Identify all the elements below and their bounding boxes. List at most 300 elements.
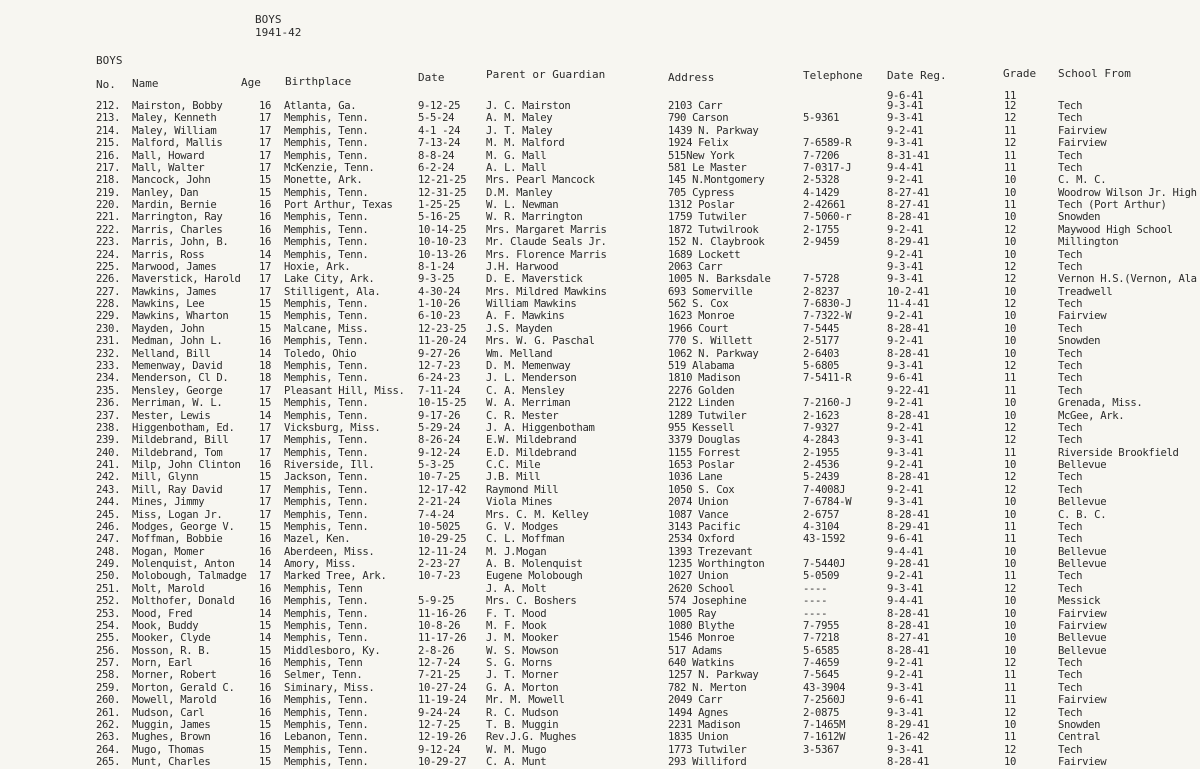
cell-telephone: 5-6805 bbox=[803, 359, 840, 372]
cell-telephone: 2-1955 bbox=[803, 446, 840, 459]
cell-date-reg: 9-3-41 bbox=[887, 496, 924, 509]
cell-school: Tech bbox=[1058, 112, 1083, 125]
table-row bbox=[0, 533, 1200, 545]
cell-address: 1005 Ray bbox=[668, 607, 717, 620]
cell-no: 218. bbox=[96, 174, 121, 187]
cell-date: 12-21-25 bbox=[418, 174, 467, 187]
cell-grade: 10 bbox=[1004, 347, 1017, 360]
cell-date: 12-7-23 bbox=[418, 359, 461, 372]
cell-date-reg: 9-2-41 bbox=[887, 310, 924, 323]
cell-school: Tech bbox=[1058, 372, 1083, 385]
cell-address: 1050 S. Cox bbox=[668, 483, 735, 496]
table-row bbox=[0, 224, 1200, 236]
cell-address: 1835 Union bbox=[668, 731, 729, 744]
cell-name: Mester, Lewis bbox=[132, 409, 211, 422]
header-date: Date bbox=[418, 71, 445, 84]
cell-name: Miss, Logan Jr. bbox=[132, 508, 223, 521]
cell-age: 15 bbox=[259, 619, 272, 632]
cell-age: 16 bbox=[259, 681, 272, 694]
cell-address: 293 Williford bbox=[668, 756, 747, 769]
cell-birthplace: Mazel, Ken. bbox=[284, 533, 351, 546]
cell-telephone: ---- bbox=[803, 595, 828, 608]
cell-parent: Wm. Melland bbox=[486, 347, 553, 360]
cell-date-reg: 9-3-41 bbox=[887, 112, 924, 125]
cell-birthplace: Malcane, Miss. bbox=[284, 322, 369, 335]
cell-age: 18 bbox=[259, 359, 272, 372]
cell-no: 261. bbox=[96, 706, 121, 719]
cell-date-reg: 9-2-41 bbox=[887, 669, 924, 682]
cell-date-reg: 10-2-41 bbox=[887, 285, 930, 298]
cell-no: 260. bbox=[96, 694, 121, 707]
cell-grade: 12 bbox=[1004, 471, 1017, 484]
cell-grade: 10 bbox=[1004, 595, 1017, 608]
cell-date: 4-1 -24 bbox=[418, 124, 461, 137]
header-no: No. bbox=[96, 78, 116, 91]
table-row bbox=[0, 236, 1200, 248]
cell-address: 1155 Forrest bbox=[668, 446, 741, 459]
cell-parent: Mrs. C. Boshers bbox=[486, 595, 577, 608]
cell-parent: William Mawkins bbox=[486, 298, 577, 311]
cell-address: 145 N.Montgomery bbox=[668, 174, 765, 187]
cell-name: Mughes, Brown bbox=[132, 731, 211, 744]
cell-school: Tech bbox=[1058, 100, 1083, 112]
cell-parent: Mrs. W. G. Paschal bbox=[486, 335, 595, 348]
cell-school: Tech bbox=[1058, 384, 1083, 397]
cell-school: Maywood High School bbox=[1058, 223, 1173, 236]
cell-name: Molenquist, Anton bbox=[132, 558, 235, 571]
cell-date: 11-19-24 bbox=[418, 694, 467, 707]
table-row bbox=[0, 385, 1200, 397]
cell-parent: W. A. Merriman bbox=[486, 397, 571, 410]
cell-address: 574 Josephine bbox=[668, 595, 747, 608]
cell-age: 17 bbox=[259, 496, 272, 509]
cell-parent: C. A. Munt bbox=[486, 756, 547, 769]
cell-no: 246. bbox=[96, 520, 121, 533]
cell-telephone: 3-5367 bbox=[803, 743, 840, 756]
cell-name: Mall, Howard bbox=[132, 149, 205, 162]
table-row bbox=[0, 595, 1200, 607]
cell-address: 1005 N. Barksdale bbox=[668, 273, 771, 286]
cell-date-reg: 9-28-41 bbox=[887, 558, 930, 571]
cell-school: Bellevue bbox=[1058, 545, 1107, 558]
cell-no: 259. bbox=[96, 681, 121, 694]
cell-date-reg: 9-2-41 bbox=[887, 397, 924, 410]
cell-date-reg: 9-2-41 bbox=[887, 248, 924, 261]
cell-no: 227. bbox=[96, 285, 121, 298]
table-row bbox=[0, 459, 1200, 471]
cell-birthplace: Memphis, Tenn. bbox=[284, 112, 369, 125]
cell-date: 7-13-24 bbox=[418, 137, 461, 150]
cell-school: Tech bbox=[1058, 260, 1083, 273]
cell-name: Manley, Dan bbox=[132, 186, 199, 199]
header-grade: Grade bbox=[1003, 67, 1037, 80]
cell-age: 16 bbox=[259, 706, 272, 719]
cell-telephone: 7-5411-R bbox=[803, 372, 852, 385]
cell-birthplace: Memphis, Tenn. bbox=[284, 694, 369, 707]
cell-address: 1546 Monroe bbox=[668, 632, 735, 645]
cell-no: 252. bbox=[96, 595, 121, 608]
cell-grade: 10 bbox=[1004, 186, 1017, 199]
cell-date: 8-1-24 bbox=[418, 260, 455, 273]
cell-grade: 10 bbox=[1004, 496, 1017, 509]
cell-address: 1080 Blythe bbox=[668, 619, 735, 632]
cell-grade: 10 bbox=[1004, 397, 1017, 410]
cell-telephone: 2-4536 bbox=[803, 459, 840, 472]
cell-birthplace: Memphis, Tenn. bbox=[284, 248, 369, 261]
cell-grade: 12 bbox=[1004, 137, 1017, 150]
cell-school: Tech bbox=[1058, 421, 1083, 434]
cell-telephone: 7-1465M bbox=[803, 719, 846, 731]
cell-address: 1027 Union bbox=[668, 570, 729, 583]
cell-age: 15 bbox=[259, 298, 272, 311]
cell-telephone: 4-2843 bbox=[803, 434, 840, 447]
cell-parent: J.S. Mayden bbox=[486, 322, 553, 335]
cell-school: Tech bbox=[1058, 434, 1083, 447]
cell-grade: 10 bbox=[1004, 248, 1017, 261]
cell-telephone: 7-6784-W bbox=[803, 496, 852, 509]
cell-parent: Mr. Claude Seals Jr. bbox=[486, 236, 607, 249]
cell-parent: D. E. Maverstick bbox=[486, 273, 583, 286]
table-row bbox=[0, 583, 1200, 595]
cell-school: Tech bbox=[1058, 347, 1083, 360]
cell-parent: W. S. Mowson bbox=[486, 644, 559, 657]
cell-school: Fairview bbox=[1058, 694, 1107, 707]
cell-birthplace: Amory, Miss. bbox=[284, 558, 357, 571]
cell-grade: 12 bbox=[1004, 657, 1017, 670]
cell-grade: 10 bbox=[1004, 285, 1017, 298]
cell-telephone: 2-8237 bbox=[803, 285, 840, 298]
cell-school: Tech bbox=[1058, 149, 1083, 162]
cell-telephone: 7-2160-J bbox=[803, 397, 852, 410]
cell-address: 693 Somerville bbox=[668, 285, 753, 298]
cell-date-reg: 9-3-41 bbox=[887, 582, 924, 595]
table-row bbox=[0, 657, 1200, 669]
cell-grade: 11 bbox=[1004, 161, 1017, 174]
cell-name: Mensley, George bbox=[132, 384, 223, 397]
table-row bbox=[0, 521, 1200, 533]
cell-grade: 11 bbox=[1004, 520, 1017, 533]
cell-date-reg: 9-3-41 bbox=[887, 681, 924, 694]
cell-date-reg: 9-3-41 bbox=[887, 260, 924, 273]
cell-birthplace: Memphis, Tenn. bbox=[284, 719, 369, 731]
cell-name: Higgenbotham, Ed. bbox=[132, 421, 235, 434]
cell-no: 236. bbox=[96, 397, 121, 410]
cell-date-reg: 9-3-41 bbox=[887, 743, 924, 756]
cell-date: 10-13-26 bbox=[418, 248, 467, 261]
cell-date-reg: 9-2-41 bbox=[887, 570, 924, 583]
header-birthplace: Birthplace bbox=[285, 75, 352, 88]
school-year: 1941-42 bbox=[255, 26, 302, 39]
table-row bbox=[0, 447, 1200, 459]
cell-telephone: 5-2439 bbox=[803, 471, 840, 484]
cell-age: 15 bbox=[259, 719, 272, 731]
cell-no: 212. bbox=[96, 100, 121, 112]
cell-address: 562 S. Cox bbox=[668, 298, 729, 311]
cell-grade: 12 bbox=[1004, 743, 1017, 756]
cell-name: Marrington, Ray bbox=[132, 211, 223, 224]
cell-name: Molthofer, Donald bbox=[132, 595, 235, 608]
cell-address: 1872 Tutwilrook bbox=[668, 223, 759, 236]
cell-name: Merriman, W. L. bbox=[132, 397, 223, 410]
cell-school: Messick bbox=[1058, 595, 1101, 608]
cell-parent: Mrs. C. M. Kelley bbox=[486, 508, 589, 521]
table-row bbox=[0, 174, 1200, 186]
cell-name: Mosson, R. B. bbox=[132, 644, 211, 657]
cell-grade: 10 bbox=[1004, 322, 1017, 335]
cell-parent: J. M. Mooker bbox=[486, 632, 559, 645]
cell-name: Mugo, Thomas bbox=[132, 743, 205, 756]
cell-grade: 12 bbox=[1004, 434, 1017, 447]
cell-date: 10-27-24 bbox=[418, 681, 467, 694]
cell-no: 248. bbox=[96, 545, 121, 558]
cell-no: 216. bbox=[96, 149, 121, 162]
cell-telephone: 7-5645 bbox=[803, 669, 840, 682]
cell-parent: Raymond Mill bbox=[486, 483, 559, 496]
cell-birthplace: Memphis, Tenn. bbox=[284, 359, 369, 372]
cell-school: Tech bbox=[1058, 582, 1083, 595]
cell-school: Bellevue bbox=[1058, 496, 1107, 509]
cell-grade: 10 bbox=[1004, 174, 1017, 187]
cell-parent: Mrs. Mildred Mawkins bbox=[486, 285, 607, 298]
cell-school: Tech (Port Arthur) bbox=[1058, 199, 1167, 212]
cell-parent: E.W. Mildebrand bbox=[486, 434, 577, 447]
cell-address: 2074 Union bbox=[668, 496, 729, 509]
cell-name: Mall, Walter bbox=[132, 161, 205, 174]
cell-date-reg: 8-28-41 bbox=[887, 756, 930, 769]
cell-name: Moffman, Bobbie bbox=[132, 533, 223, 546]
cell-school: Tech bbox=[1058, 322, 1083, 335]
cell-school: Snowden bbox=[1058, 719, 1101, 731]
cell-name: Mowell, Marold bbox=[132, 694, 217, 707]
cell-date-reg: 8-27-41 bbox=[887, 199, 930, 212]
cell-date: 11-16-26 bbox=[418, 607, 467, 620]
cell-school: Fairview bbox=[1058, 619, 1107, 632]
cell-parent: M. J.Mogan bbox=[486, 545, 547, 558]
cell-name: Mawkins, Lee bbox=[132, 298, 205, 311]
cell-date: 6-2-24 bbox=[418, 161, 455, 174]
page-title: BOYS bbox=[255, 13, 282, 26]
cell-school: Tech bbox=[1058, 520, 1083, 533]
cell-telephone: 7-5060-r bbox=[803, 211, 852, 224]
cell-school: C. M. C. bbox=[1058, 174, 1107, 187]
cell-address: 1759 Tutwiler bbox=[668, 211, 747, 224]
cell-name: Marris, Ross bbox=[132, 248, 205, 261]
cell-no: 229. bbox=[96, 310, 121, 323]
cell-date: 1-25-25 bbox=[418, 199, 461, 212]
cell-date: 2-8-26 bbox=[418, 644, 455, 657]
cell-grade: 11 bbox=[1004, 384, 1017, 397]
cell-address: 3143 Pacific bbox=[668, 520, 741, 533]
cell-birthplace: Memphis, Tenn. bbox=[284, 607, 369, 620]
cell-no: 256. bbox=[96, 644, 121, 657]
cell-parent: G. V. Modges bbox=[486, 520, 559, 533]
cell-parent: A. F. Mawkins bbox=[486, 310, 565, 323]
cell-birthplace: Stilligent, Ala. bbox=[284, 285, 381, 298]
cell-no: 251. bbox=[96, 582, 121, 595]
cell-parent: A. L. Mall bbox=[486, 161, 547, 174]
cell-name: Mairston, Bobby bbox=[132, 100, 223, 112]
cell-date-reg: 8-29-41 bbox=[887, 520, 930, 533]
cell-date-reg: 8-28-41 bbox=[887, 347, 930, 360]
cell-parent: W. M. Mugo bbox=[486, 743, 547, 756]
cell-parent: J. C. Mairston bbox=[486, 100, 571, 112]
table-row bbox=[0, 756, 1200, 768]
table-row bbox=[0, 546, 1200, 558]
cell-name: Mook, Buddy bbox=[132, 619, 199, 632]
cell-no: 228. bbox=[96, 298, 121, 311]
cell-address: 1494 Agnes bbox=[668, 706, 729, 719]
cell-telephone: 7-1612W bbox=[803, 731, 846, 744]
header-age: Age bbox=[241, 76, 261, 89]
cell-grade: 11 bbox=[1004, 681, 1017, 694]
cell-grade: 11 bbox=[1004, 149, 1017, 162]
cell-birthplace: McKenzie, Tenn. bbox=[284, 161, 375, 174]
cell-telephone: 7-4659 bbox=[803, 657, 840, 670]
cell-birthplace: Toledo, Ohio bbox=[284, 347, 357, 360]
cell-age: 16 bbox=[259, 211, 272, 224]
cell-birthplace: Memphis, Tenn. bbox=[284, 496, 369, 509]
cell-birthplace: Middlesboro, Ky. bbox=[284, 644, 381, 657]
cell-name: Maley, Kenneth bbox=[132, 112, 217, 125]
cell-no: 249. bbox=[96, 558, 121, 571]
cell-birthplace: Selmer, Tenn. bbox=[284, 669, 363, 682]
cell-name: Mudson, Carl bbox=[132, 706, 205, 719]
cell-address: 1289 Tutwiler bbox=[668, 409, 747, 422]
cell-name: Melland, Bill bbox=[132, 347, 211, 360]
cell-date-reg: 9-2-41 bbox=[887, 483, 924, 496]
cell-address: 1773 Tutwiler bbox=[668, 743, 747, 756]
cell-telephone: 43-1592 bbox=[803, 533, 846, 546]
table-row bbox=[0, 744, 1200, 756]
cell-address: 3379 Douglas bbox=[668, 434, 741, 447]
cell-grade: 11 bbox=[1004, 694, 1017, 707]
table-row bbox=[0, 422, 1200, 434]
cell-age: 15 bbox=[259, 310, 272, 323]
cell-grade: 12 bbox=[1004, 223, 1017, 236]
cell-date: 6-24-23 bbox=[418, 372, 461, 385]
cell-age: 16 bbox=[259, 669, 272, 682]
table-row bbox=[0, 484, 1200, 496]
cell-address: 705 Cypress bbox=[668, 186, 735, 199]
cell-school: Fairview bbox=[1058, 137, 1107, 150]
cell-name: Menderson, Cl D. bbox=[132, 372, 229, 385]
cell-date-reg: 9-4-41 bbox=[887, 545, 924, 558]
cell-address: 1036 Lane bbox=[668, 471, 723, 484]
cell-no: 215. bbox=[96, 137, 121, 150]
cell-age: 17 bbox=[259, 161, 272, 174]
cell-date-reg: 9-3-41 bbox=[887, 273, 924, 286]
table-row bbox=[0, 397, 1200, 409]
cell-date: 9-24-24 bbox=[418, 706, 461, 719]
cell-name: Morner, Robert bbox=[132, 669, 217, 682]
cell-birthplace: Lake City, Ark. bbox=[284, 273, 375, 286]
cell-birthplace: Memphis, Tenn bbox=[284, 582, 363, 595]
cell-address: 1257 N. Parkway bbox=[668, 669, 759, 682]
cell-date: 10-15-25 bbox=[418, 397, 467, 410]
table-row bbox=[0, 694, 1200, 706]
cell-date: 12-17-42 bbox=[418, 483, 467, 496]
cell-no: 247. bbox=[96, 533, 121, 546]
cell-parent: M. M. Malford bbox=[486, 137, 565, 150]
cell-date: 12-19-26 bbox=[418, 731, 467, 744]
cell-parent: Viola Mines bbox=[486, 496, 553, 509]
cell-address: 515New York bbox=[668, 149, 735, 162]
cell-address: 2231 Madison bbox=[668, 719, 741, 731]
cell-parent: J. T. Maley bbox=[486, 124, 553, 137]
cell-date-reg: 9-2-41 bbox=[887, 459, 924, 472]
cell-no: 221. bbox=[96, 211, 121, 224]
cell-grade: 12 bbox=[1004, 100, 1017, 112]
cell-age: 16 bbox=[259, 533, 272, 546]
cell-parent: C. A. Mensley bbox=[486, 384, 565, 397]
cell-date-reg: 8-27-41 bbox=[887, 632, 930, 645]
cell-birthplace: Memphis, Tenn. bbox=[284, 236, 369, 249]
cell-parent: T. B. Muggin bbox=[486, 719, 559, 731]
cell-address: 581 Le Master bbox=[668, 161, 747, 174]
cell-birthplace: Memphis, Tenn. bbox=[284, 743, 369, 756]
cell-telephone: 5-6585 bbox=[803, 644, 840, 657]
section-label: BOYS bbox=[96, 54, 123, 67]
cell-parent: C. L. Moffman bbox=[486, 533, 565, 546]
table-row bbox=[0, 249, 1200, 261]
cell-school: Tech bbox=[1058, 669, 1083, 682]
cell-parent: S. G. Morns bbox=[486, 657, 553, 670]
cell-date: 10-7-25 bbox=[418, 471, 461, 484]
cell-no: 231. bbox=[96, 335, 121, 348]
cell-no: 257. bbox=[96, 657, 121, 670]
cell-no: 265. bbox=[96, 756, 121, 769]
cell-date: 9-27-26 bbox=[418, 347, 461, 360]
header-school: School From bbox=[1058, 67, 1131, 80]
cell-address: 2122 Linden bbox=[668, 397, 735, 410]
cell-date-reg: 9-2-41 bbox=[887, 124, 924, 137]
cell-no: 240. bbox=[96, 446, 121, 459]
table-row bbox=[0, 570, 1200, 582]
cell-age: 17 bbox=[259, 285, 272, 298]
cell-birthplace: Memphis, Tenn. bbox=[284, 520, 369, 533]
table-row bbox=[0, 187, 1200, 199]
cell-date: 12-7-24 bbox=[418, 657, 461, 670]
cell-telephone: 43-3904 bbox=[803, 681, 846, 694]
cell-age: 15 bbox=[259, 644, 272, 657]
cell-telephone: 2-9459 bbox=[803, 236, 840, 249]
cell-address: 2534 Oxford bbox=[668, 533, 735, 546]
cell-telephone: 4-3104 bbox=[803, 520, 840, 533]
cell-date: 10-29-25 bbox=[418, 533, 467, 546]
table-row bbox=[0, 335, 1200, 347]
cell-grade: 11 bbox=[1004, 669, 1017, 682]
cell-grade: 10 bbox=[1004, 508, 1017, 521]
cell-grade: 11 bbox=[1004, 446, 1017, 459]
cell-date: 12-7-25 bbox=[418, 719, 461, 731]
cell-date-reg: 8-29-41 bbox=[887, 236, 930, 249]
table-row bbox=[0, 719, 1200, 731]
cell-school: Vernon H.S.(Vernon, Ala bbox=[1058, 273, 1197, 286]
cell-age: 17 bbox=[259, 434, 272, 447]
cell-name: Memenway, David bbox=[132, 359, 223, 372]
cell-age: 16 bbox=[259, 582, 272, 595]
cell-date: 12-23-25 bbox=[418, 322, 467, 335]
cell-date: 8-26-24 bbox=[418, 434, 461, 447]
table-row bbox=[0, 558, 1200, 570]
cell-birthplace: Jackson, Tenn. bbox=[284, 471, 369, 484]
cell-age: 16 bbox=[259, 657, 272, 670]
cell-address: 1810 Madison bbox=[668, 372, 741, 385]
cell-parent: Mrs. Margaret Marris bbox=[486, 223, 607, 236]
cell-date-reg: 8-28-41 bbox=[887, 322, 930, 335]
cell-date: 7-4-24 bbox=[418, 508, 455, 521]
cell-grade: 10 bbox=[1004, 545, 1017, 558]
